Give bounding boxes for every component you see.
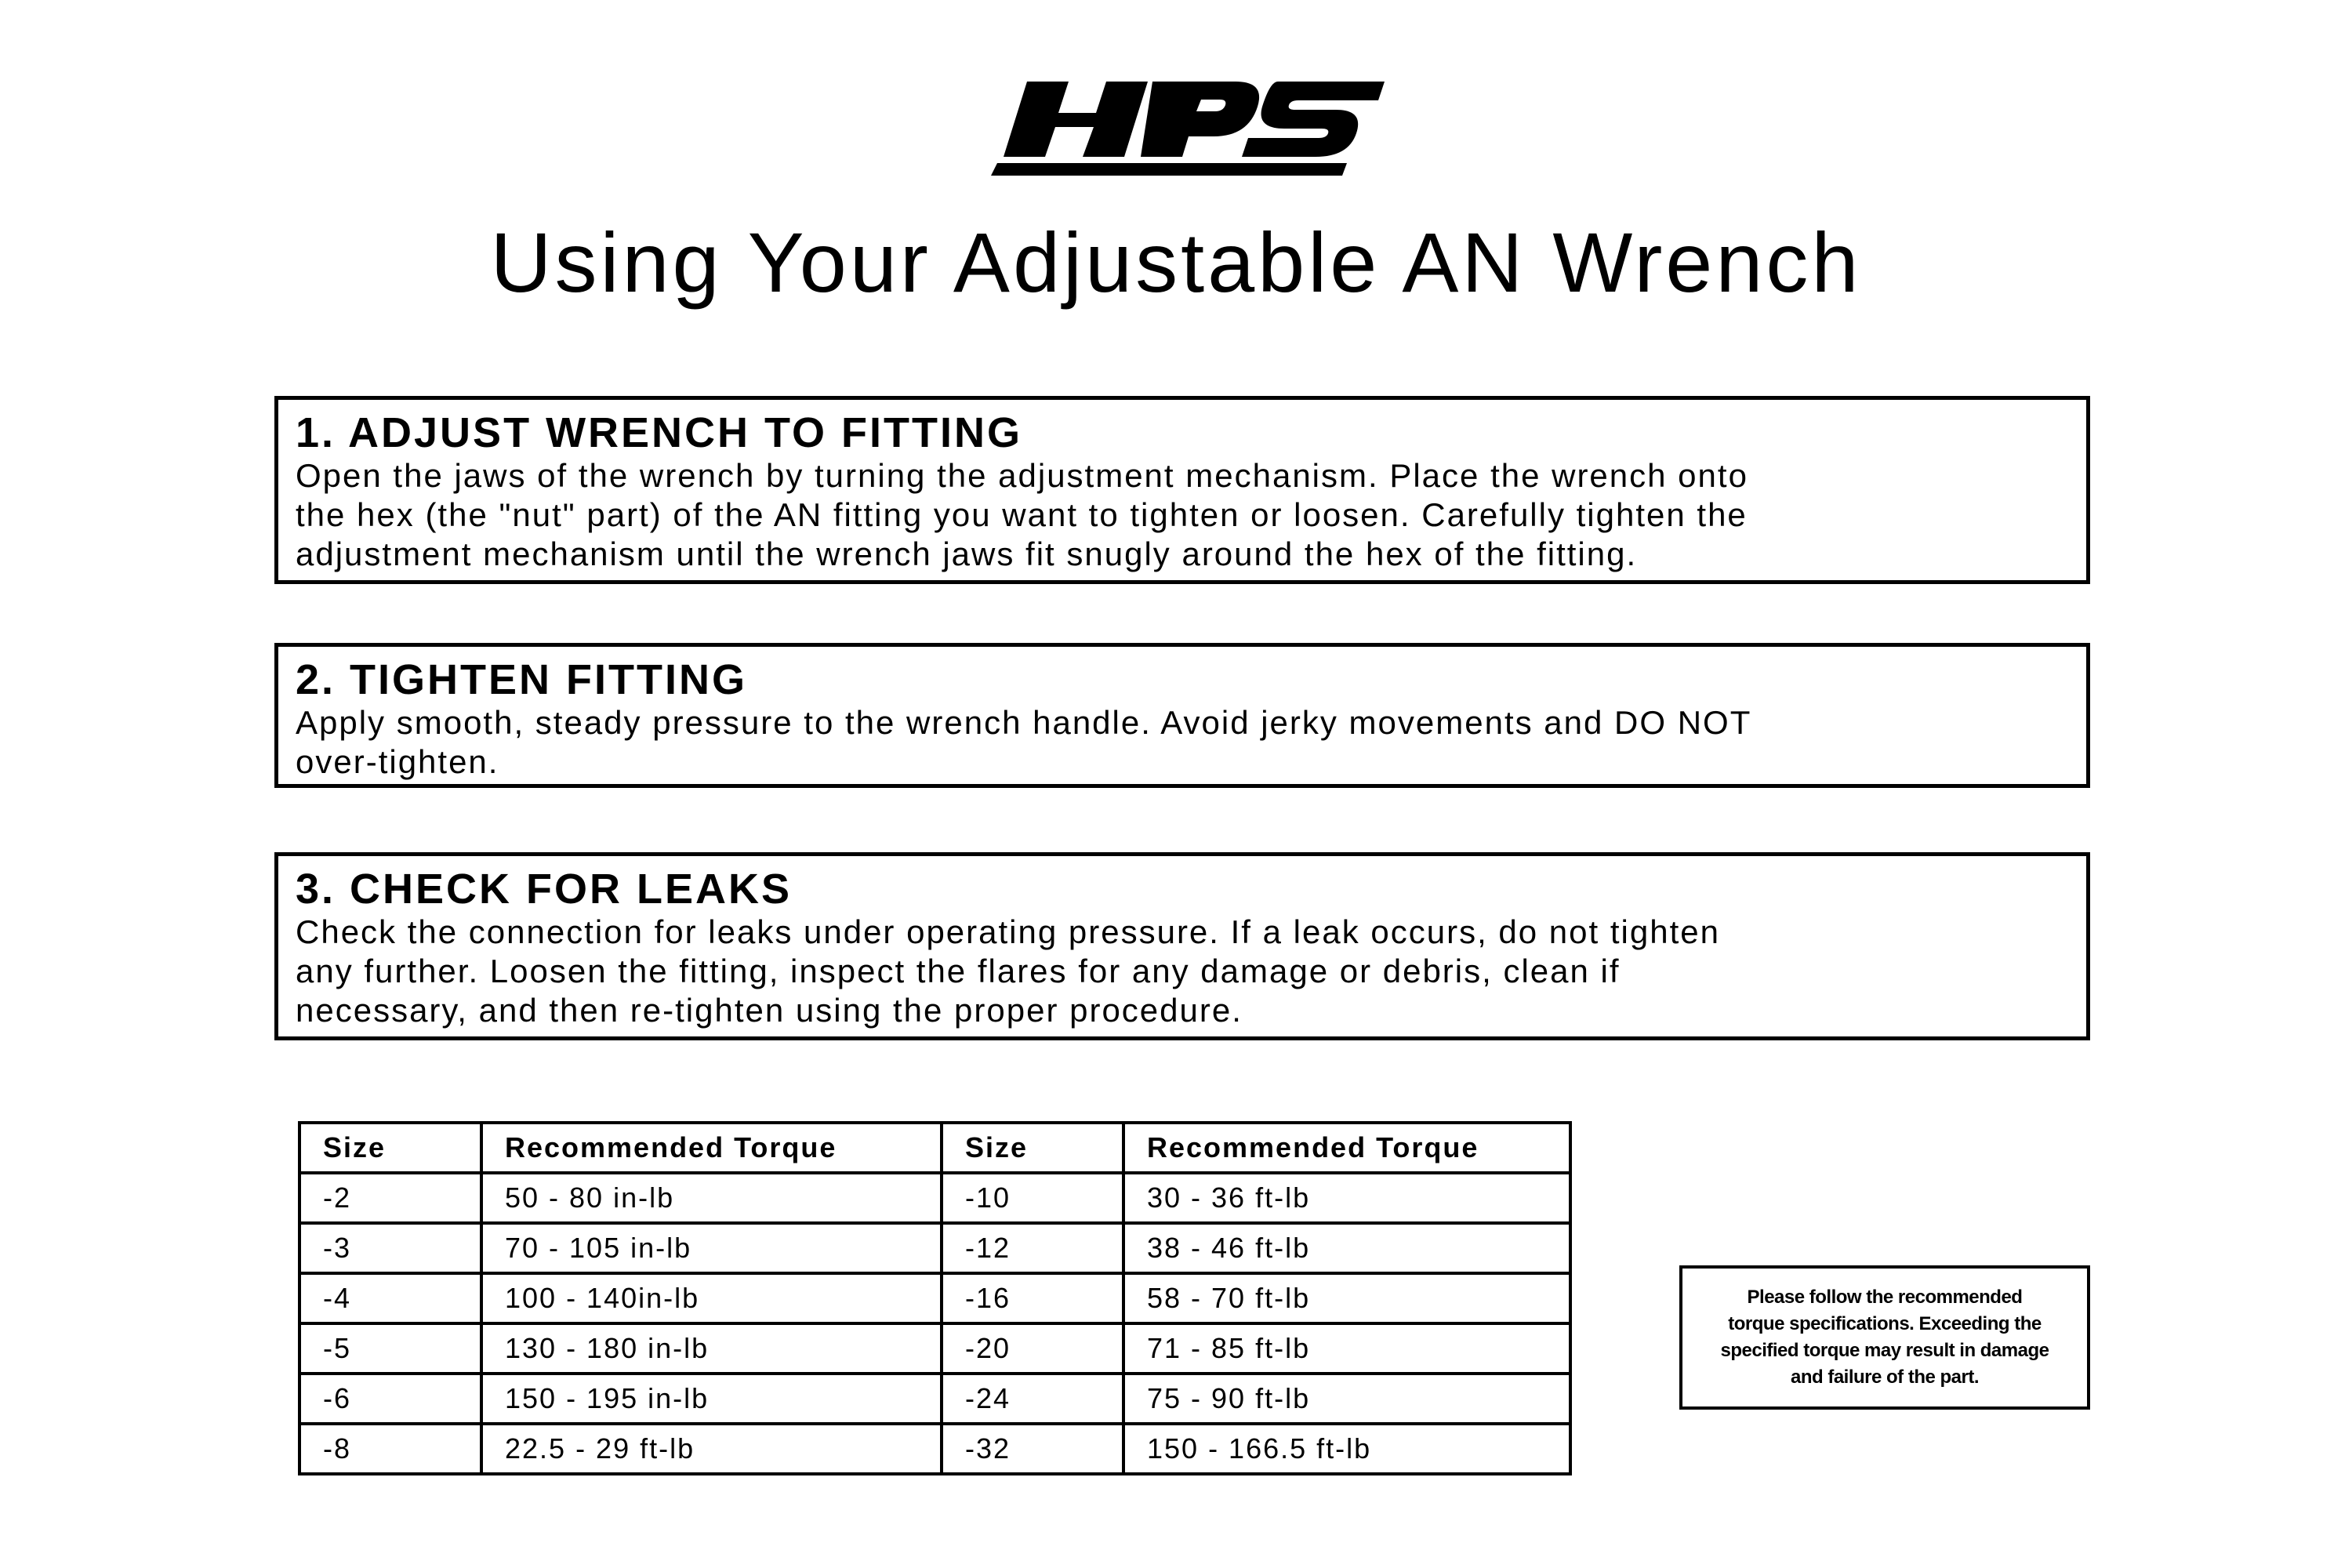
size-cell: -24: [942, 1374, 1123, 1424]
column-header-size: Size: [299, 1123, 481, 1173]
size-cell: -32: [942, 1424, 1123, 1474]
warning-text-line: and failure of the part.: [1790, 1367, 1980, 1388]
step-text-line: Open the jaws of the wrench by turning the adjustment mechanism. Place the wrench onto: [296, 457, 1748, 494]
size-cell: -2: [299, 1173, 481, 1223]
step-heading: 3. CHECK FOR LEAKS: [296, 866, 793, 913]
step-text-line: adjustment mechanism until the wrench jaws fit snugly around the hex of the fitting.: [296, 535, 1638, 572]
table-row: [299, 1323, 1570, 1374]
step-text-line: any further. Loosen the fitting, inspect the flares for any damage or debris, clean if: [296, 953, 1621, 989]
warning-text-line: torque specifications. Exceeding the: [1728, 1313, 2042, 1334]
warning-note: [1679, 1265, 2090, 1410]
size-cell: -4: [299, 1273, 481, 1323]
step-box-adjust: [274, 396, 2090, 584]
torque-cell: 100 - 140in-lb: [481, 1273, 942, 1323]
step-heading: 2. TIGHTEN FITTING: [296, 656, 747, 703]
step-text-line: over-tighten.: [296, 743, 499, 780]
step-text-line: the hex (the "nut" part) of the AN fitting you want to tighten or loosen. Carefully tighten the: [296, 496, 1748, 533]
torque-cell: 71 - 85 ft-lb: [1123, 1323, 1570, 1374]
torque-cell: 58 - 70 ft-lb: [1123, 1273, 1570, 1323]
column-header-size: Size: [942, 1123, 1123, 1173]
torque-cell: 50 - 80 in-lb: [481, 1173, 942, 1223]
table-row: [299, 1424, 1570, 1474]
table-header-row: [299, 1123, 1570, 1173]
step-heading: 1. ADJUST WRENCH TO FITTING: [296, 409, 1023, 456]
hps-logo-icon: [986, 75, 1386, 177]
torque-cell: 150 - 166.5 ft-lb: [1123, 1424, 1570, 1474]
size-cell: -16: [942, 1273, 1123, 1323]
page-title: Using Your Adjustable AN Wrench: [490, 215, 1862, 310]
size-cell: -10: [942, 1173, 1123, 1223]
step-text-line: Check the connection for leaks under operating pressure. If a leak occurs, do not tighten: [296, 913, 1720, 950]
warning-text-line: specified torque may result in damage: [1720, 1340, 2049, 1361]
step-text-line: Apply smooth, steady pressure to the wrench handle. Avoid jerky movements and DO NOT: [296, 704, 1752, 741]
step-box-tighten: [274, 643, 2090, 788]
size-cell: -20: [942, 1323, 1123, 1374]
size-cell: -6: [299, 1374, 481, 1424]
torque-cell: 30 - 36 ft-lb: [1123, 1173, 1570, 1223]
torque-cell: 38 - 46 ft-lb: [1123, 1223, 1570, 1273]
torque-cell: 75 - 90 ft-lb: [1123, 1374, 1570, 1424]
step-box-check-leaks: [274, 852, 2090, 1040]
torque-table: [298, 1121, 1572, 1475]
size-cell: -3: [299, 1223, 481, 1273]
torque-cell: 130 - 180 in-lb: [481, 1323, 942, 1374]
step-text-line: necessary, and then re-tighten using the proper procedure.: [296, 992, 1243, 1029]
torque-cell: 150 - 195 in-lb: [481, 1374, 942, 1424]
table-row: [299, 1374, 1570, 1424]
table-row: [299, 1173, 1570, 1223]
column-header-torque: Recommended Torque: [481, 1123, 942, 1173]
column-header-torque: Recommended Torque: [1123, 1123, 1570, 1173]
size-cell: -5: [299, 1323, 481, 1374]
table-row: [299, 1223, 1570, 1273]
size-cell: -8: [299, 1424, 481, 1474]
warning-text-line: Please follow the recommended: [1747, 1287, 2023, 1308]
torque-cell: 22.5 - 29 ft-lb: [481, 1424, 942, 1474]
table-row: [299, 1273, 1570, 1323]
torque-cell: 70 - 105 in-lb: [481, 1223, 942, 1273]
size-cell: -12: [942, 1223, 1123, 1273]
